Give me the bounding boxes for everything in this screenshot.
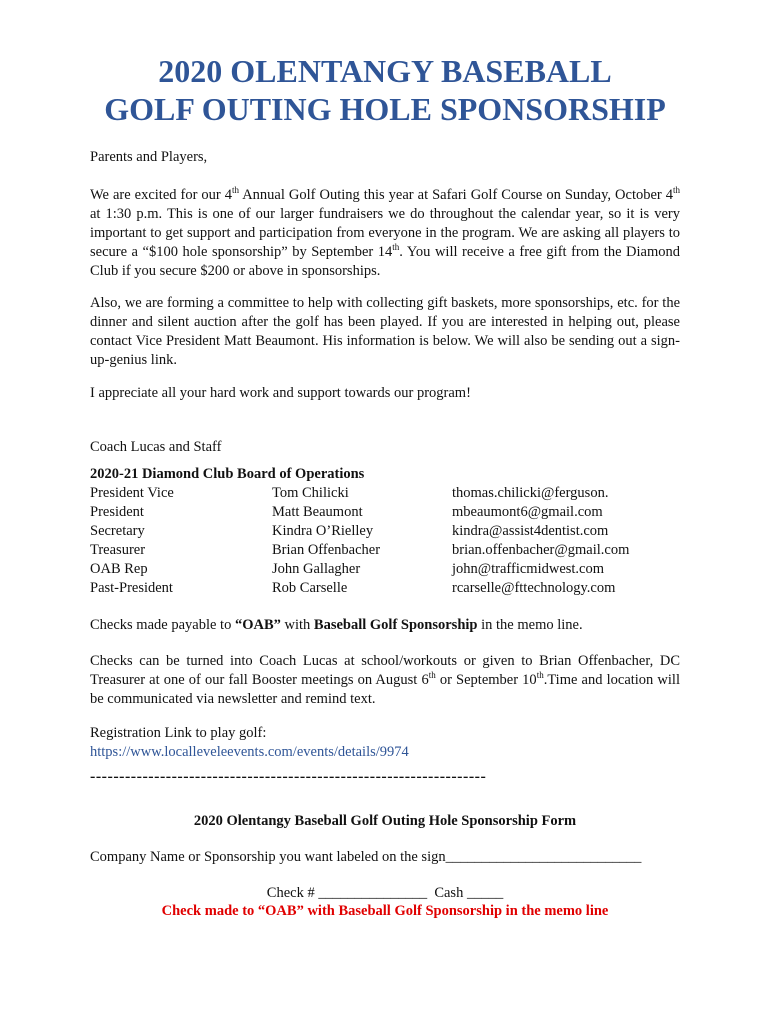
checks2-b: or September 10 bbox=[435, 672, 537, 688]
payment-options bbox=[0, 885, 770, 902]
board-role: President bbox=[90, 504, 144, 520]
board-email: brian.offenbacher@gmail.com bbox=[452, 542, 630, 558]
board-name: Brian Offenbacher bbox=[272, 542, 381, 558]
table-row bbox=[90, 522, 690, 541]
board-role: President Vice bbox=[90, 485, 174, 501]
para1-part-b: Annual Golf Outing this year at Safari Golf Course on Sunday, October 4 bbox=[239, 187, 673, 203]
table-row bbox=[90, 560, 690, 579]
checks-payable-line bbox=[90, 616, 680, 635]
board-name: Kindra O’Rielley bbox=[272, 523, 374, 539]
board-email: mbeaumont6@gmail.com bbox=[452, 504, 603, 520]
table-row bbox=[90, 579, 690, 598]
checks-dropoff-paragraph bbox=[90, 652, 680, 709]
board-name: Tom Chilicki bbox=[272, 485, 349, 501]
signoff: Coach Lucas and Staff bbox=[90, 439, 222, 455]
checks2-sup1: th bbox=[428, 670, 436, 681]
para1-sup-a: th bbox=[232, 185, 240, 196]
board-role: Treasurer bbox=[90, 542, 146, 558]
para1-sup-b: th bbox=[672, 185, 680, 196]
checks2-c: .Time and location will be communicated via newsletter and remind text. bbox=[90, 672, 680, 707]
para1-part-a: We are excited for our 4 bbox=[90, 187, 232, 203]
checks1-oab: “OAB” bbox=[234, 617, 281, 633]
check-number-field[interactable]: Check # _______________ bbox=[266, 885, 428, 901]
board-title: 2020-21 Diamond Club Board of Operations bbox=[90, 466, 365, 482]
checks1-a: Checks made payable to bbox=[90, 617, 235, 633]
checks1-e: in the memo line. bbox=[477, 617, 583, 633]
paragraph-committee: Also, we are forming a committee to help with collecting gift baskets, more sponsorships, etc. for the dinner and silent auction after the golf has been played. If you are interested in helping out, please contact Vice President Matt Beaumont. His information is below. We will also be sending out a sign-up-genius link. bbox=[90, 295, 680, 368]
company-name-field[interactable]: Company Name or Sponsorship you want labeled on the sign___________________________ bbox=[90, 849, 642, 865]
memo-note: Check made to “OAB” with Baseball Golf Sponsorship in the memo line bbox=[161, 903, 609, 919]
board-email: rcarselle@fttechnology.com bbox=[452, 580, 616, 596]
board-role: OAB Rep bbox=[90, 561, 148, 577]
table-row bbox=[90, 484, 690, 503]
para1-part-c: at 1:30 p.m. This is one of our larger fundraisers we do throughout the calendar year, so it is very important to get support and participation from everyone in the program. We are asking all players to secure a “$100 hole sponsorship” by September 14 bbox=[90, 206, 680, 260]
para1-part-d: . You will receive a free gift from the Diamond Club if you secure $200 or above in sponsorships. bbox=[90, 244, 681, 279]
board-email: kindra@assist4dentist.com bbox=[452, 523, 609, 539]
greeting: Parents and Players, bbox=[90, 149, 208, 165]
paragraph-appreciation: I appreciate all your hard work and support towards our program! bbox=[90, 385, 471, 401]
board-role: Past-President bbox=[90, 580, 173, 596]
board-name: John Gallagher bbox=[272, 561, 361, 577]
board-email: thomas.chilicki@ferguson. bbox=[452, 485, 609, 501]
cash-field[interactable]: Cash _____ bbox=[434, 885, 504, 901]
paragraph-announcement bbox=[90, 186, 680, 281]
table-row bbox=[90, 541, 690, 560]
registration-block bbox=[90, 724, 680, 762]
checks2-a: Checks can be turned into Coach Lucas at school/workouts or given to Brian Offenbacher, DC Treasurer at one of our fall Booster meetings on August 6 bbox=[90, 653, 680, 688]
checks2-sup2: th bbox=[536, 670, 544, 681]
page-title-line2: GOLF OUTING HOLE SPONSORSHIP bbox=[104, 91, 666, 127]
form-title: 2020 Olentangy Baseball Golf Outing Hole Sponsorship Form bbox=[193, 813, 577, 829]
board-name: Rob Carselle bbox=[272, 580, 348, 596]
checks1-memo: Baseball Golf Sponsorship bbox=[313, 617, 478, 633]
para1-sup-c: th bbox=[392, 242, 400, 253]
cut-line-divider: -------------------------------------------------------------------- bbox=[90, 768, 487, 785]
registration-label: Registration Link to play golf: bbox=[90, 725, 267, 741]
board-role: Secretary bbox=[90, 523, 145, 539]
page-title-line1: 2020 OLENTANGY BASEBALL bbox=[158, 53, 612, 89]
registration-link[interactable]: https://www.localleveleevents.com/events/details/9974 bbox=[90, 744, 409, 760]
checks1-c: with bbox=[280, 617, 314, 633]
board-name: Matt Beaumont bbox=[272, 504, 363, 520]
board-table bbox=[90, 465, 690, 598]
board-email: john@trafficmidwest.com bbox=[452, 561, 605, 577]
table-row bbox=[90, 503, 690, 522]
